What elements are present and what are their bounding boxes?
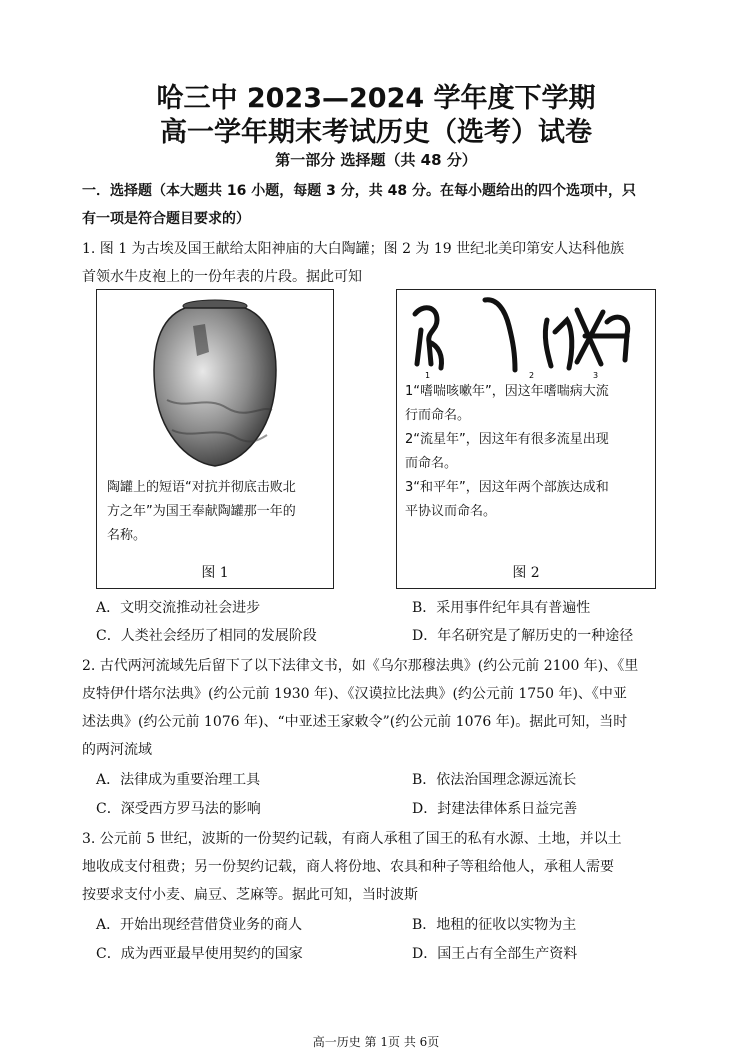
- figure-1-caption: 图 1: [201, 565, 229, 581]
- q2-option-c: C．深受西方罗马法的影响: [96, 801, 261, 817]
- q3-stem-line: 按要求支付小麦、扁豆、芝麻等。据此可知，当时波斯: [82, 887, 418, 903]
- q3-option-a: A．开始出现经营借贷业务的商人: [96, 917, 303, 933]
- q2-option-d: D．封建法律体系日益完善: [412, 801, 578, 817]
- q3-option-c: C．成为西亚最早使用契约的国家: [96, 946, 303, 962]
- q2-stem-line: 的两河流域: [82, 742, 152, 758]
- figure-1-text-line: 陶罐上的短语“对抗并彻底击败北: [107, 480, 296, 495]
- pictograph-number-1: 1: [425, 371, 431, 380]
- pictograph-image: [397, 290, 655, 380]
- part-heading: 第一部分 选择题（共 48 分）: [275, 151, 477, 169]
- q1-option-b: B．采用事件纪年具有普遍性: [412, 600, 591, 616]
- figure-2-caption: 图 2: [512, 565, 540, 581]
- page-footer: 高一历史 第 1页 共 6页: [312, 1035, 440, 1049]
- figure-2-text-line: 行而命名。: [405, 408, 471, 423]
- q2-option-a: A．法律成为重要治理工具: [96, 772, 261, 788]
- q1-option-a: A．文明交流推动社会进步: [96, 600, 261, 616]
- section-heading-line2: 有一项是符合题目要求的）: [82, 211, 250, 227]
- figure-2-text-line: 而命名。: [405, 456, 458, 471]
- q3-stem-line: 地收成支付租费；另一份契约记载，商人将份地、农具和种子等租给他人，承租人需要: [82, 859, 614, 875]
- exam-title-line2: 高一学年期末考试历史（选考）试卷: [160, 117, 592, 148]
- q2-stem-line: 述法典》(约公元前 1076 年)、“中亚述王家敕令”(约公元前 1076 年)。据此可知，当时: [82, 714, 628, 730]
- figure-2-text-line: 平协议而命名。: [405, 504, 497, 519]
- q2-option-b: B．依法治国理念源远流长: [412, 772, 577, 788]
- figure-2-text-line: 1“嗜喘咳嗽年”，因这年嗜喘病大流: [405, 384, 609, 399]
- white-jar-image: [97, 290, 333, 470]
- q3-option-d: D．国王占有全部生产资料: [412, 946, 578, 962]
- q1-option-d: D．年名研究是了解历史的一种途径: [412, 628, 634, 644]
- pictograph-number-2: 2: [529, 371, 535, 380]
- q1-stem-line1: 1. 图 1 为古埃及国王献给太阳神庙的大白陶罐；图 2 为 19 世纪北美印第安人达科他族: [82, 241, 625, 257]
- figure-1-box: [96, 289, 334, 589]
- q1-option-c: C．人类社会经历了相同的发展阶段: [96, 628, 317, 644]
- q3-option-b: B．地租的征收以实物为主: [412, 917, 577, 933]
- figure-2-box: [396, 289, 656, 589]
- figure-2-text-line: 3“和平年”，因这年两个部族达成和: [405, 480, 609, 495]
- q3-stem-line: 3. 公元前 5 世纪，波斯的一份契约记载，有商人承租了国王的私有水源、土地，并以土: [82, 831, 622, 847]
- figure-1-text-line: 方之年”为国王奉献陶罐那一年的: [107, 504, 296, 519]
- q2-stem-line: 皮特伊什塔尔法典》(约公元前 1930 年)、《汉谟拉比法典》(约公元前 1750 年)、《中亚: [82, 686, 627, 702]
- q2-stem-line: 2. 古代两河流域先后留下了以下法律文书，如《乌尔那穆法典》(约公元前 2100 年)、《里: [82, 658, 639, 674]
- pictograph-number-3: 3: [593, 371, 599, 380]
- figure-2-text-line: 2“流星年”，因这年有很多流星出现: [405, 432, 609, 447]
- q1-stem-line2: 首领水牛皮袍上的一份年表的片段。据此可知: [82, 269, 362, 285]
- figure-1-text-line: 名称。: [107, 528, 147, 543]
- exam-title-line1: 哈三中 2023—2024 学年度下学期: [156, 83, 596, 114]
- section-heading-line1: 一．选择题（本大题共 16 小题，每题 3 分，共 48 分。在每小题给出的四个选项中，只: [82, 183, 636, 199]
